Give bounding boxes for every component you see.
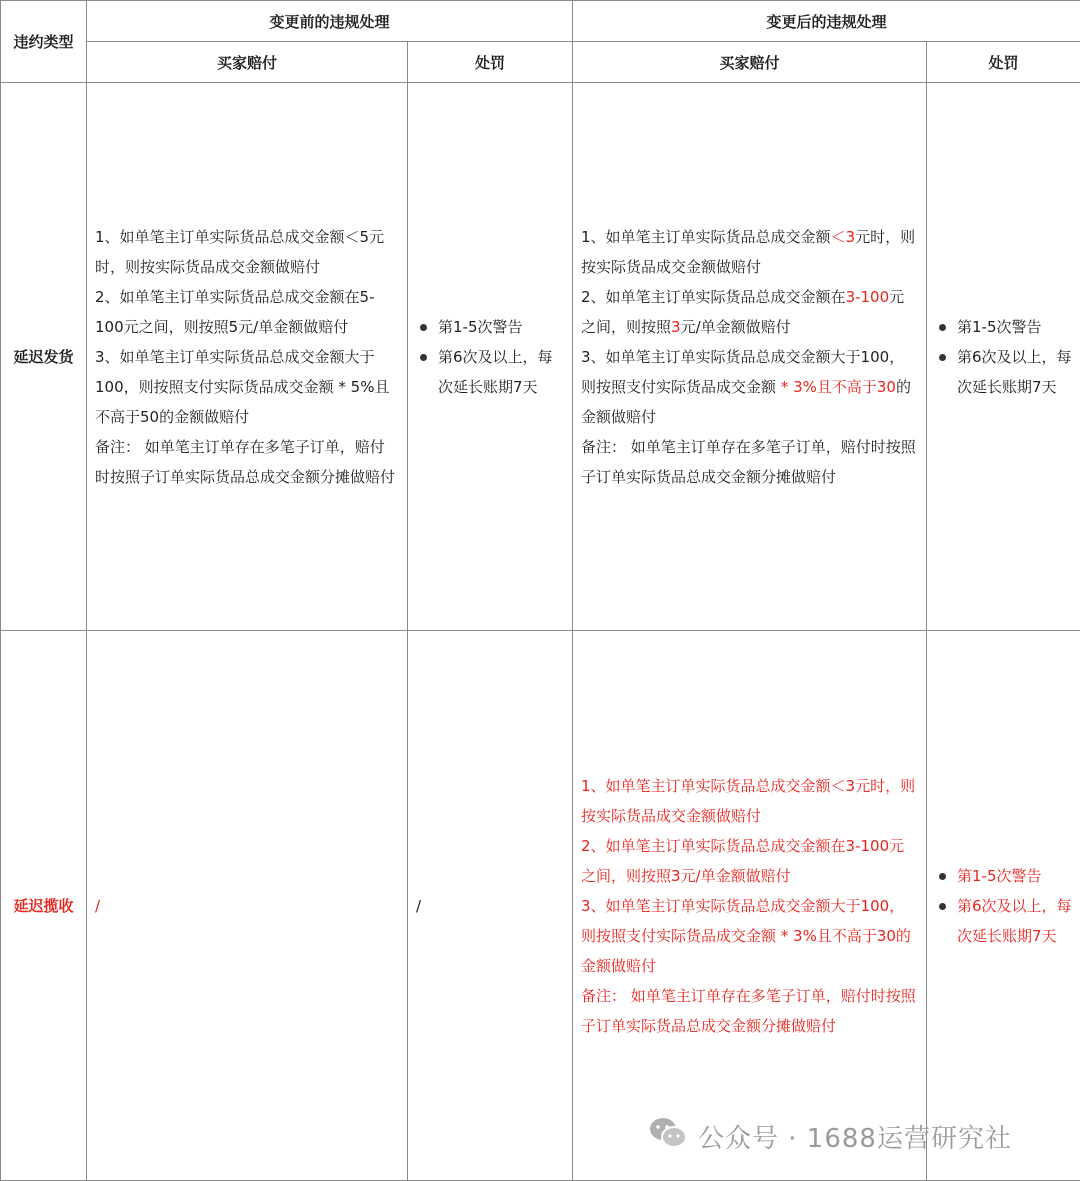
rule-note: 备注： 如单笔主订单存在多笔子订单，赔付时按照子订单实际货品总成交金额分摊做赔付 [95, 432, 399, 492]
header-after-compensation: 买家赔付 [573, 42, 927, 83]
before-compensation-cell [87, 83, 408, 631]
table-row [1, 83, 1080, 631]
after-compensation-cell [573, 83, 927, 631]
list-item: 第6次及以上，每次延长账期7天 [935, 891, 1072, 951]
rule-line: 2、如单笔主订单实际货品总成交金额在3-100元之间，则按照3元/单金额做赔付 [581, 282, 918, 342]
header-before-compensation: 买家赔付 [87, 42, 408, 83]
list-item: 第1-5次警告 [935, 861, 1072, 891]
penalty-list [935, 861, 1072, 951]
after-penalty-cell [927, 83, 1080, 631]
header-category: 违约类型 [1, 1, 87, 83]
row-category: 延迟发货 [1, 83, 87, 631]
rule-line: 2、如单笔主订单实际货品总成交金额在5-100元之间，则按照5元/单金额做赔付 [95, 282, 399, 342]
rule-note: 备注： 如单笔主订单存在多笔子订单，赔付时按照子订单实际货品总成交金额分摊做赔付 [581, 432, 918, 492]
penalty-list [416, 312, 564, 402]
header-before-penalty: 处罚 [408, 42, 573, 83]
list-item: 第1-5次警告 [935, 312, 1072, 342]
after-penalty-cell [927, 631, 1080, 1181]
changed-value: * 3%且不高于30 [776, 378, 896, 396]
rule-line: 1、如单笔主订单实际货品总成交金额＜5元时，则按实际货品成交金额做赔付 [95, 222, 399, 282]
header-before: 变更前的违规处理 [87, 1, 573, 42]
changed-value: 3-100 [846, 288, 890, 306]
watermark [648, 1116, 1012, 1156]
list-item: 第6次及以上，每次延长账期7天 [935, 342, 1072, 402]
rule-line: 1、如单笔主订单实际货品总成交金额＜3元时，则按实际货品成交金额做赔付 [581, 771, 918, 831]
before-compensation-cell: / [87, 631, 408, 1181]
rule-note: 备注： 如单笔主订单存在多笔子订单，赔付时按照子订单实际货品总成交金额分摊做赔付 [581, 981, 918, 1041]
header-after: 变更后的违规处理 [573, 1, 1080, 42]
changed-value: 3 [671, 318, 681, 336]
penalty-list [935, 312, 1072, 402]
rule-line: 3、如单笔主订单实际货品总成交金额大于100，则按照支付实际货品成交金额 * 3%且不高于30的金额做赔付 [581, 891, 918, 981]
watermark-text: 公众号 · 1688运营研究社 [698, 1118, 1012, 1155]
before-penalty-cell [408, 83, 573, 631]
header-after-penalty: 处罚 [927, 42, 1080, 83]
rule-line: 2、如单笔主订单实际货品总成交金额在3-100元之间，则按照3元/单金额做赔付 [581, 831, 918, 891]
list-item: 第1-5次警告 [416, 312, 564, 342]
before-penalty-cell: / [408, 631, 573, 1181]
after-compensation-cell [573, 631, 927, 1181]
wechat-icon [648, 1116, 688, 1157]
table-row [1, 631, 1080, 1181]
changed-value: ＜3 [831, 228, 856, 246]
rule-line: 3、如单笔主订单实际货品总成交金额大于100，则按照支付实际货品成交金额 * 5%且不高于50的金额做赔付 [95, 342, 399, 432]
row-category: 延迟揽收 [1, 631, 87, 1181]
rule-line: 1、如单笔主订单实际货品总成交金额＜3元时，则按实际货品成交金额做赔付 [581, 222, 918, 282]
list-item: 第6次及以上，每次延长账期7天 [416, 342, 564, 402]
rule-line: 3、如单笔主订单实际货品总成交金额大于100，则按照支付实际货品成交金额 * 3%且不高于30的金额做赔付 [581, 342, 918, 432]
